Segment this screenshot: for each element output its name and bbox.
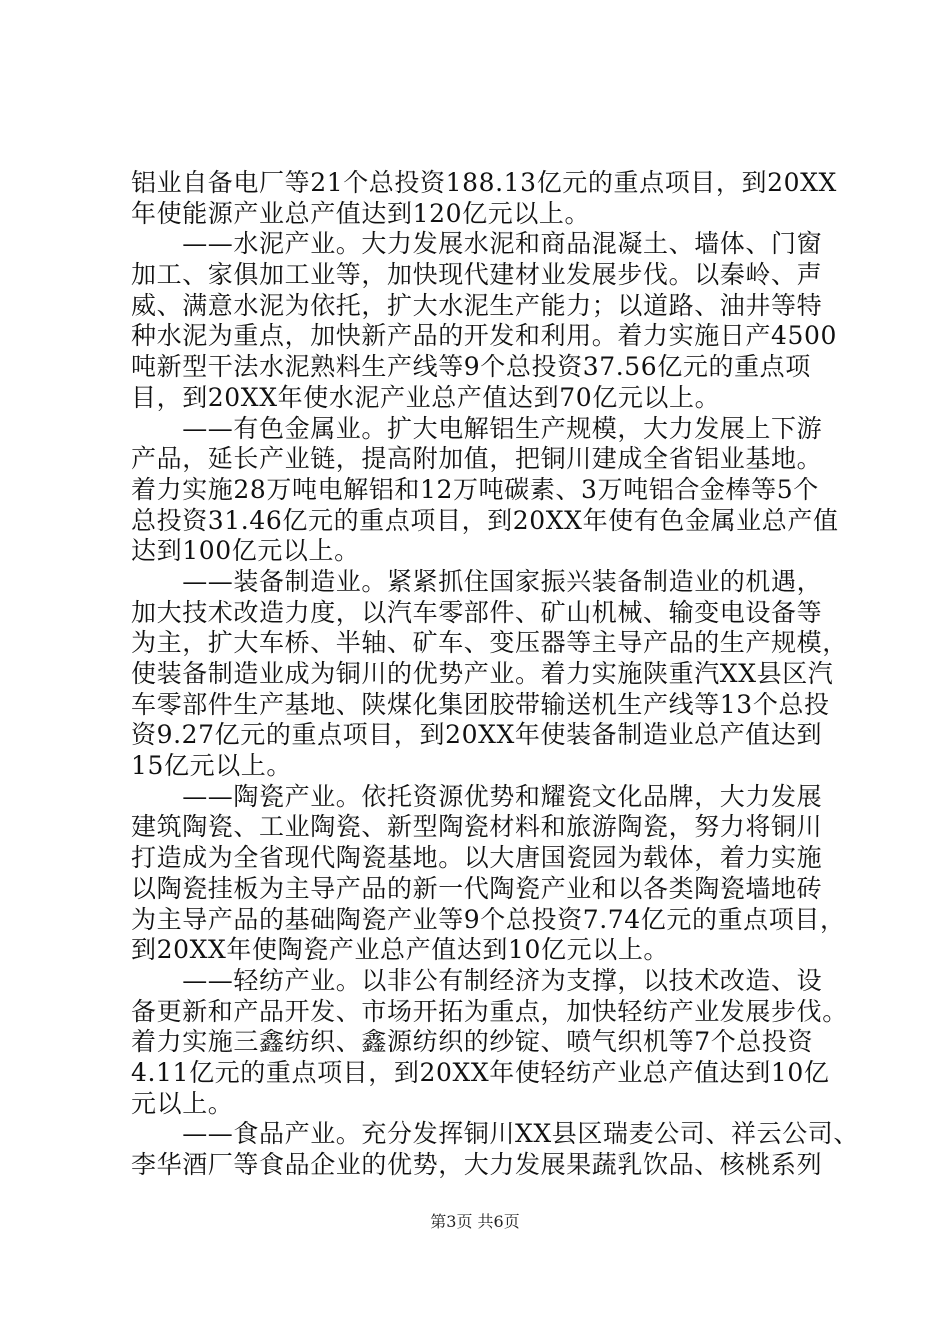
text-line: 总投资31.46亿元的重点项目，到20XX年使有色金属业总产值 <box>131 505 839 535</box>
text-line: ——陶瓷产业。依托资源优势和耀瓷文化品牌，大力发展 <box>131 781 823 811</box>
text-line: 备更新和产品开发、市场开拓为重点，加快轻纺产业发展步伐。 <box>131 996 848 1026</box>
body-text <box>131 168 859 1181</box>
text-line: 资9.27亿元的重点项目，到20XX年使装备制造业总产值达到 <box>131 720 823 750</box>
text-line: 加工、家俱加工业等，加快现代建材业发展步伐。以秦岭、声 <box>131 260 823 290</box>
text-line: 车零部件生产基地、陕煤化集团胶带输送机生产线等13个总投 <box>131 689 830 719</box>
text-line: 吨新型干法水泥熟料生产线等9个总投资37.56亿元的重点项 <box>131 352 811 382</box>
text-line: 达到100亿元以上。 <box>131 536 360 566</box>
text-line: 以陶瓷挂板为主导产品的新一代陶瓷产业和以各类陶瓷墙地砖 <box>131 873 823 903</box>
text-line: ——装备制造业。紧紧抓住国家振兴装备制造业的机遇， <box>131 566 823 596</box>
text-line: ——轻纺产业。以非公有制经济为支撑，以技术改造、设 <box>131 965 823 995</box>
text-line: 目，到20XX年使水泥产业总产值达到70亿元以上。 <box>131 382 721 412</box>
text-line: 15亿元以上。 <box>131 751 293 781</box>
text-line: 打造成为全省现代陶瓷基地。以大唐国瓷园为载体，着力实施 <box>131 843 823 873</box>
text-line: 李华酒厂等食品企业的优势，大力发展果蔬乳饮品、核桃系列 <box>131 1150 823 1179</box>
text-line: 种水泥为重点，加快新产品的开发和利用。着力实施日产4500 <box>131 321 838 351</box>
text-line: 4.11亿元的重点项目，到20XX年使轻纺产业总产值达到10亿 <box>131 1057 830 1087</box>
text-line: 产品，延长产业链，提高附加值，把铜川建成全省铝业基地。 <box>131 444 823 474</box>
text-line: 元以上。 <box>131 1088 234 1118</box>
text-line: 威、满意水泥为依托，扩大水泥生产能力；以道路、油井等特 <box>131 290 823 320</box>
text-line: 着力实施28万吨电解铝和12万吨碳素、3万吨铝合金棒等5个 <box>131 474 819 504</box>
text-line: ——食品产业。充分发挥铜川XX县区瑞麦公司、祥云公司、 <box>131 1119 859 1149</box>
text-line: ——水泥产业。大力发展水泥和商品混凝土、墙体、门窗 <box>131 229 823 259</box>
text-line: 到20XX年使陶瓷产业总产值达到10亿元以上。 <box>131 935 670 965</box>
text-line: 铝业自备电厂等21个总投资188.13亿元的重点项目，到20XX <box>131 168 837 197</box>
text-line: ——有色金属业。扩大电解铝生产规模，大力发展上下游 <box>131 413 823 443</box>
text-line: 为主，扩大车桥、半轴、矿车、变压器等主导产品的生产规模， <box>131 628 848 658</box>
text-line: 建筑陶瓷、工业陶瓷、新型陶瓷材料和旅游陶瓷，努力将铜川 <box>131 812 823 842</box>
text-line: 使装备制造业成为铜川的优势产业。着力实施陕重汽XX县区汽 <box>131 659 834 688</box>
text-line: 加大技术改造力度，以汽车零部件、矿山机械、输变电设备等 <box>131 597 823 627</box>
page-footer: 第3页 共6页 <box>430 1212 520 1231</box>
text-line: 为主导产品的基础陶瓷产业等9个总投资7.74亿元的重点项目， <box>131 904 846 934</box>
text-line: 年使能源产业总产值达到120亿元以上。 <box>131 198 591 228</box>
text-line: 着力实施三鑫纺织、鑫源纺织的纱锭、喷气织机等7个总投资 <box>131 1027 814 1057</box>
